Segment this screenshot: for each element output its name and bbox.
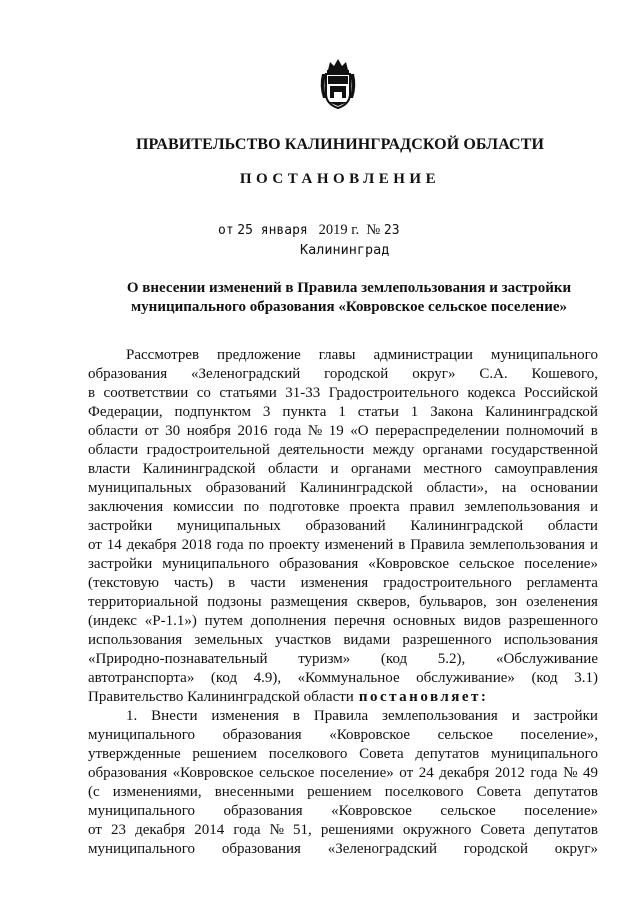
document-date-line: [218, 222, 400, 239]
body-line: области от 30 ноября 2016 года № 19 «О перераспределении полномочий в: [88, 423, 598, 439]
number-label: №: [366, 222, 381, 238]
date-day-month: 25 января: [237, 223, 308, 238]
body-line: «Природно-познавательный туризм» (код 5.2), «Обслуживание: [88, 651, 598, 667]
body-line: застройки муниципальных образований Калининградской области: [88, 518, 598, 534]
body-line: муниципальных образований Калининградской области», на основании: [88, 480, 598, 496]
body-line: власти Калининградской области и органами местного самоуправления: [88, 461, 598, 477]
body-line: муниципального образования «Ковровское сельское поселение»: [88, 803, 598, 819]
body-line: заключения комиссии по подготовке проекта правил землепользования и: [88, 499, 598, 515]
body-line: использования земельных участков видами разрешенного использования: [88, 632, 598, 648]
body-line: 1. Внести изменения в Правила землепользования и застройки: [126, 708, 598, 724]
subject-line: муниципального образования «Ковровское сельское поселение»: [130, 299, 568, 315]
kaliningrad-coat-of-arms-icon: [318, 56, 358, 110]
body-line: муниципального образования «Ковровское сельское поселение»,: [88, 727, 598, 743]
government-title: ПРАВИТЕЛЬСТВО КАЛИНИНГРАДСКОЙ ОБЛАСТИ: [135, 136, 545, 153]
body-line: от 23 декабря 2014 года № 51, решениями окружного Совета депутатов: [88, 822, 598, 838]
body-line: территориальной подзоны размещения скверов, бульваров, зон озеленения: [88, 594, 598, 610]
body-line: от 14 декабря 2018 года по проекту изменений в Правила землепользования и: [88, 537, 598, 553]
subject-line: О внесении изменений в Правила землепользования и застройки: [126, 280, 572, 296]
document-number: 23: [383, 223, 400, 238]
body-line-final: [88, 688, 598, 707]
body-line: утвержденные решением поселкового Совета депутатов муниципального: [88, 746, 598, 762]
date-prefix: от: [218, 223, 234, 238]
body-line: застройки муниципального образования «Ковровское сельское поселение»: [88, 556, 598, 572]
body-line: образования «Зеленоградский городской округ» С.А. Кошевого,: [88, 366, 598, 382]
body-line: (текстовую часть) в части изменения градостроительного регламента: [88, 575, 598, 591]
body-line: образования «Ковровское сельское поселение» от 24 декабря 2012 года № 49: [88, 765, 598, 781]
date-year: 2019 г.: [318, 222, 360, 238]
resolves-keyword: постановляет:: [358, 689, 489, 705]
body-line-prefix: Правительство Калининградской области: [88, 689, 354, 705]
document-city: Калининград: [300, 242, 390, 258]
body-line: муниципального образования «Зеленоградский городской округ»: [88, 841, 598, 857]
body-line: Рассмотрев предложение главы администрации муниципального: [126, 347, 598, 363]
body-line: области градостроительной деятельности между органами государственной: [88, 442, 598, 458]
document-type-title: ПОСТАНОВЛЕНИЕ: [239, 171, 441, 187]
body-line: (индекс «Р-1.1») путем дополнения перечня основных видов разрешенного: [88, 613, 598, 629]
body-line: Федерации, подпунктом 3 пункта 1 статьи 1 Закона Калининградской: [88, 404, 598, 420]
body-line: (с изменениями, внесенными решением поселкового Совета депутатов: [88, 784, 598, 800]
body-line: в соответствии со статьями 31-33 Градостроительного кодекса Российской: [88, 385, 598, 401]
document-subject: [100, 279, 598, 317]
document-body: [88, 346, 598, 859]
body-line: автотранспорта» (код 4.9), «Коммунальное обслуживание» (код 3.1): [88, 670, 598, 686]
